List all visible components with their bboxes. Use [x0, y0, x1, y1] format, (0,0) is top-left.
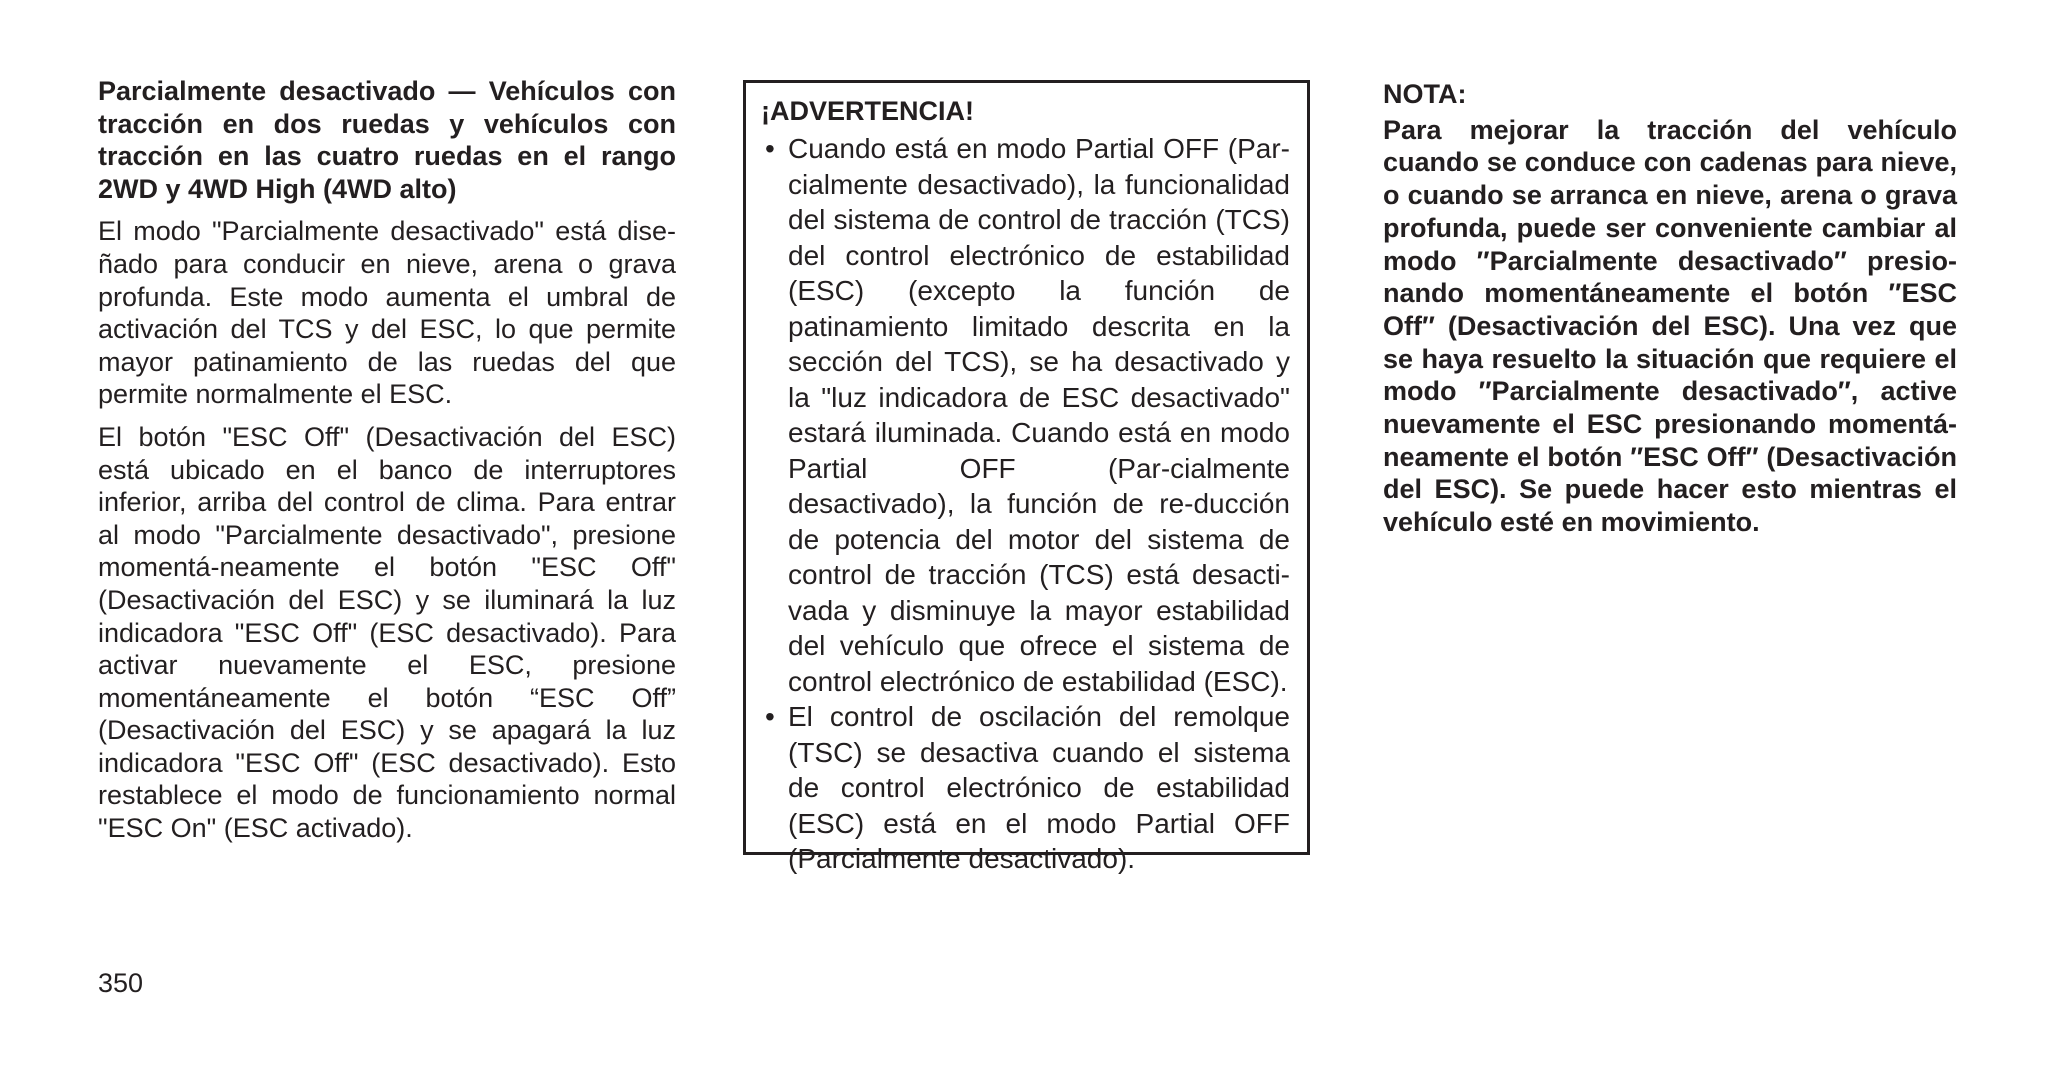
bullet-dot-icon: • — [765, 701, 775, 732]
warning-bullet-text: El control de oscilación del remolque (TSC) se desactiva cuando el sistema de control electrónico de estabilidad (ESC) está en el modo Partial OFF (Parcialmente desactivado). — [788, 701, 1290, 874]
note-title: NOTA: — [1383, 79, 1467, 109]
note-column — [1383, 78, 1957, 539]
warning-box — [743, 80, 1310, 874]
section-heading: Parcialmente desactivado — Vehículos con tracción en dos ruedas y vehículos con tracción en las cuatro ruedas en el rango 2WD y 4WD High (4WD alto) — [98, 76, 676, 204]
paragraph-partial-off-description: El modo "Parcialmente desactivado" está dise-ñado para conducir en nieve, arena o grava profunda. Este modo aumenta el umbral de activación del TCS y del ESC, lo que permite mayor patinamiento de las ruedas del que permite normalmente el ESC. — [98, 216, 676, 410]
left-column — [98, 75, 676, 855]
warning-bullet-text: Cuando está en modo Partial OFF (Par-cialmente desactivado), la funcionalidad del sistema de control de tracción (TCS) del control electrónico de estabilidad (ESC) (excepto la función de patinamiento limitado descrita en la sección del TCS), se ha desactivado y la "luz indicadora de ESC desactivado" estará iluminada. Cuando está en modo Partial OFF (Par-cialmente desactivado), la función de re-ducción de potencia del motor del sistema de control de tracción (TCS) está desacti-vada y disminuye la mayor estabilidad del vehículo que ofrece el sistema de control electrónico de estabilidad (ESC). — [788, 133, 1290, 697]
note-text: Para mejorar la tracción del vehículo cuando se conduce con cadenas para nieve, o cuando se arranca en nieve, arena o grava profunda, puede ser conveniente cambiar al modo ″Parcialmente desactivado″ presio-nando momentáneamente el botón ″ESC Off″ (Desactivación del ESC). Una vez que se haya resuelto la situación que requiere el modo ″Parcialmente desactivado″, active nuevamente el ESC presionando momentá-neamente el botón ″ESC Off″ (Desactivación del ESC). Se puede hacer esto mientras el vehículo esté en movimiento. — [1383, 114, 1957, 538]
warning-title: ¡ADVERTENCIA! — [761, 96, 974, 126]
warning-bullet — [761, 131, 1290, 699]
warning-bullet — [761, 699, 1290, 877]
paragraph-esc-off-button: El botón "ESC Off" (Desactivación del ESC) está ubicado en el banco de interruptores inferior, arriba del control de clima. Para entrar al modo "Parcialmente desactivado", presione momentá-neamente el botón "ESC Off" (Desactivación del ESC) y se iluminará la luz indicadora "ESC Off" (ESC desactivado). Para activar nuevamente el ESC, presione momentáneamente el botón “ESC Off” (Desactivación del ESC) y se apagará la luz indicadora "ESC Off" (ESC desactivado). Esto restablece el modo de funcionamiento normal "ESC On" (ESC activado). — [98, 421, 676, 844]
page-number: 350 — [98, 968, 144, 998]
bullet-dot-icon: • — [765, 133, 775, 164]
